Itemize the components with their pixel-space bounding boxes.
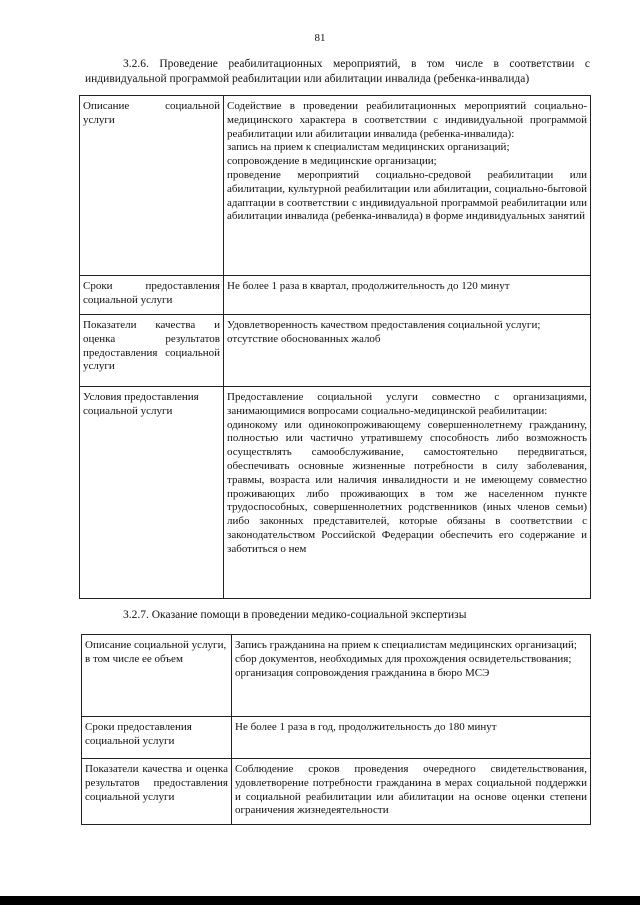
content-line: Удовлетворенность качеством предоставления социальной услуги; bbox=[227, 319, 541, 331]
content-line: проведение мероприятий социально-средовой реабилитации или абилитации, культурной реабилитации или абилитации, социально-бытовой адаптации в соответствии с индивидуальной программой реабилитации или абилитации инвалида (ребенка-инвалида) в форме индивидуальных занятий bbox=[227, 168, 587, 223]
row-label: Описание социальной услуги bbox=[80, 96, 224, 276]
content-line: Запись гражданина на прием к специалистам медицинских организаций; bbox=[235, 639, 577, 651]
row-label: Показатели качества и оценка результатов предоставления социальной услуги bbox=[80, 315, 224, 387]
content-line: Не более 1 раза в год, продолжительность до 180 минут bbox=[235, 721, 497, 733]
content-line: Предоставление социальной услуги совместно с организациями, занимающимися вопросами социально-медицинской реабилитации: bbox=[227, 391, 587, 417]
table-row bbox=[80, 387, 591, 599]
service-table-3-2-6 bbox=[79, 95, 591, 599]
content-line: сопровождение в медицинские организации; bbox=[227, 155, 437, 168]
row-label: Сроки предоставления социальной услуги bbox=[82, 717, 232, 759]
content-line: Содействие в проведении реабилитационных мероприятий социально-медицинского характера в соответствии с индивидуальной программой реабилитации или абилитации инвалида (ребенка-инвалида): bbox=[227, 100, 587, 140]
content-line: Соблюдение сроков проведения очередного свидетельствования, удовлетворение потребности гражданина в мерах социальной поддержки и социальной реабилитации или абилитации на основе оценки степени ограничения жизнедеятельности bbox=[235, 763, 587, 817]
content-line: организация сопровождения гражданина в бюро МСЭ bbox=[235, 666, 490, 679]
row-label: Сроки предоставления социальной услуги bbox=[80, 276, 224, 315]
scan-bottom-border bbox=[0, 896, 640, 905]
section-heading-3-2-7: 3.2.7. Оказание помощи в проведении медико-социальной экспертизы bbox=[123, 609, 467, 621]
content-line: одинокому или одинокопроживающему совершеннолетнему гражданину, полностью или частично утратившему способность либо возможность осуществлять самообслуживание, самостоятельно передвигаться, обеспечивать основные жизненные потребности в силу заболевания, травмы, возраста или наличия инвалидности и не имеющему совместно проживающих либо проживающих в том же населенном пункте трудоспособных, совершеннолетних родственников (иных членов семьи) либо законных представителей, которые обязаны в соответствии с законодательством Российской Федерации обеспечить его содержание и заботиться о нем bbox=[227, 418, 587, 555]
row-label: Описание социальной услуги, в том числе ее объем bbox=[82, 635, 232, 717]
table-row bbox=[80, 276, 591, 315]
row-content bbox=[224, 387, 591, 599]
table-row bbox=[80, 315, 591, 387]
content-line: запись на прием к специалистам медицинских организаций; bbox=[227, 141, 510, 154]
content-line: отсутствие обоснованных жалоб bbox=[227, 332, 381, 345]
table-row bbox=[80, 96, 591, 276]
row-content bbox=[224, 276, 591, 315]
section-heading-3-2-6: 3.2.6. Проведение реабилитационных мероприятий, в том числе в соответствии с индивидуальной программой реабилитации или абилитации инвалида (ребенка-инвалида) bbox=[85, 58, 590, 85]
table-row bbox=[82, 635, 591, 717]
row-label: Условия предоставления социальной услуги bbox=[80, 387, 224, 599]
row-content bbox=[224, 315, 591, 387]
row-content bbox=[232, 717, 591, 759]
row-content bbox=[224, 96, 591, 276]
content-line: Не более 1 раза в квартал, продолжительность до 120 минут bbox=[227, 280, 510, 292]
row-content bbox=[232, 759, 591, 825]
row-content bbox=[232, 635, 591, 717]
content-line: сбор документов, необходимых для прохождения освидетельствования; bbox=[235, 652, 572, 665]
page-number: 81 bbox=[314, 32, 326, 44]
table-row bbox=[82, 717, 591, 759]
row-label: Показатели качества и оценка результатов предоставления социальной услуги bbox=[82, 759, 232, 825]
service-table-3-2-7 bbox=[81, 634, 591, 825]
table-row bbox=[82, 759, 591, 825]
